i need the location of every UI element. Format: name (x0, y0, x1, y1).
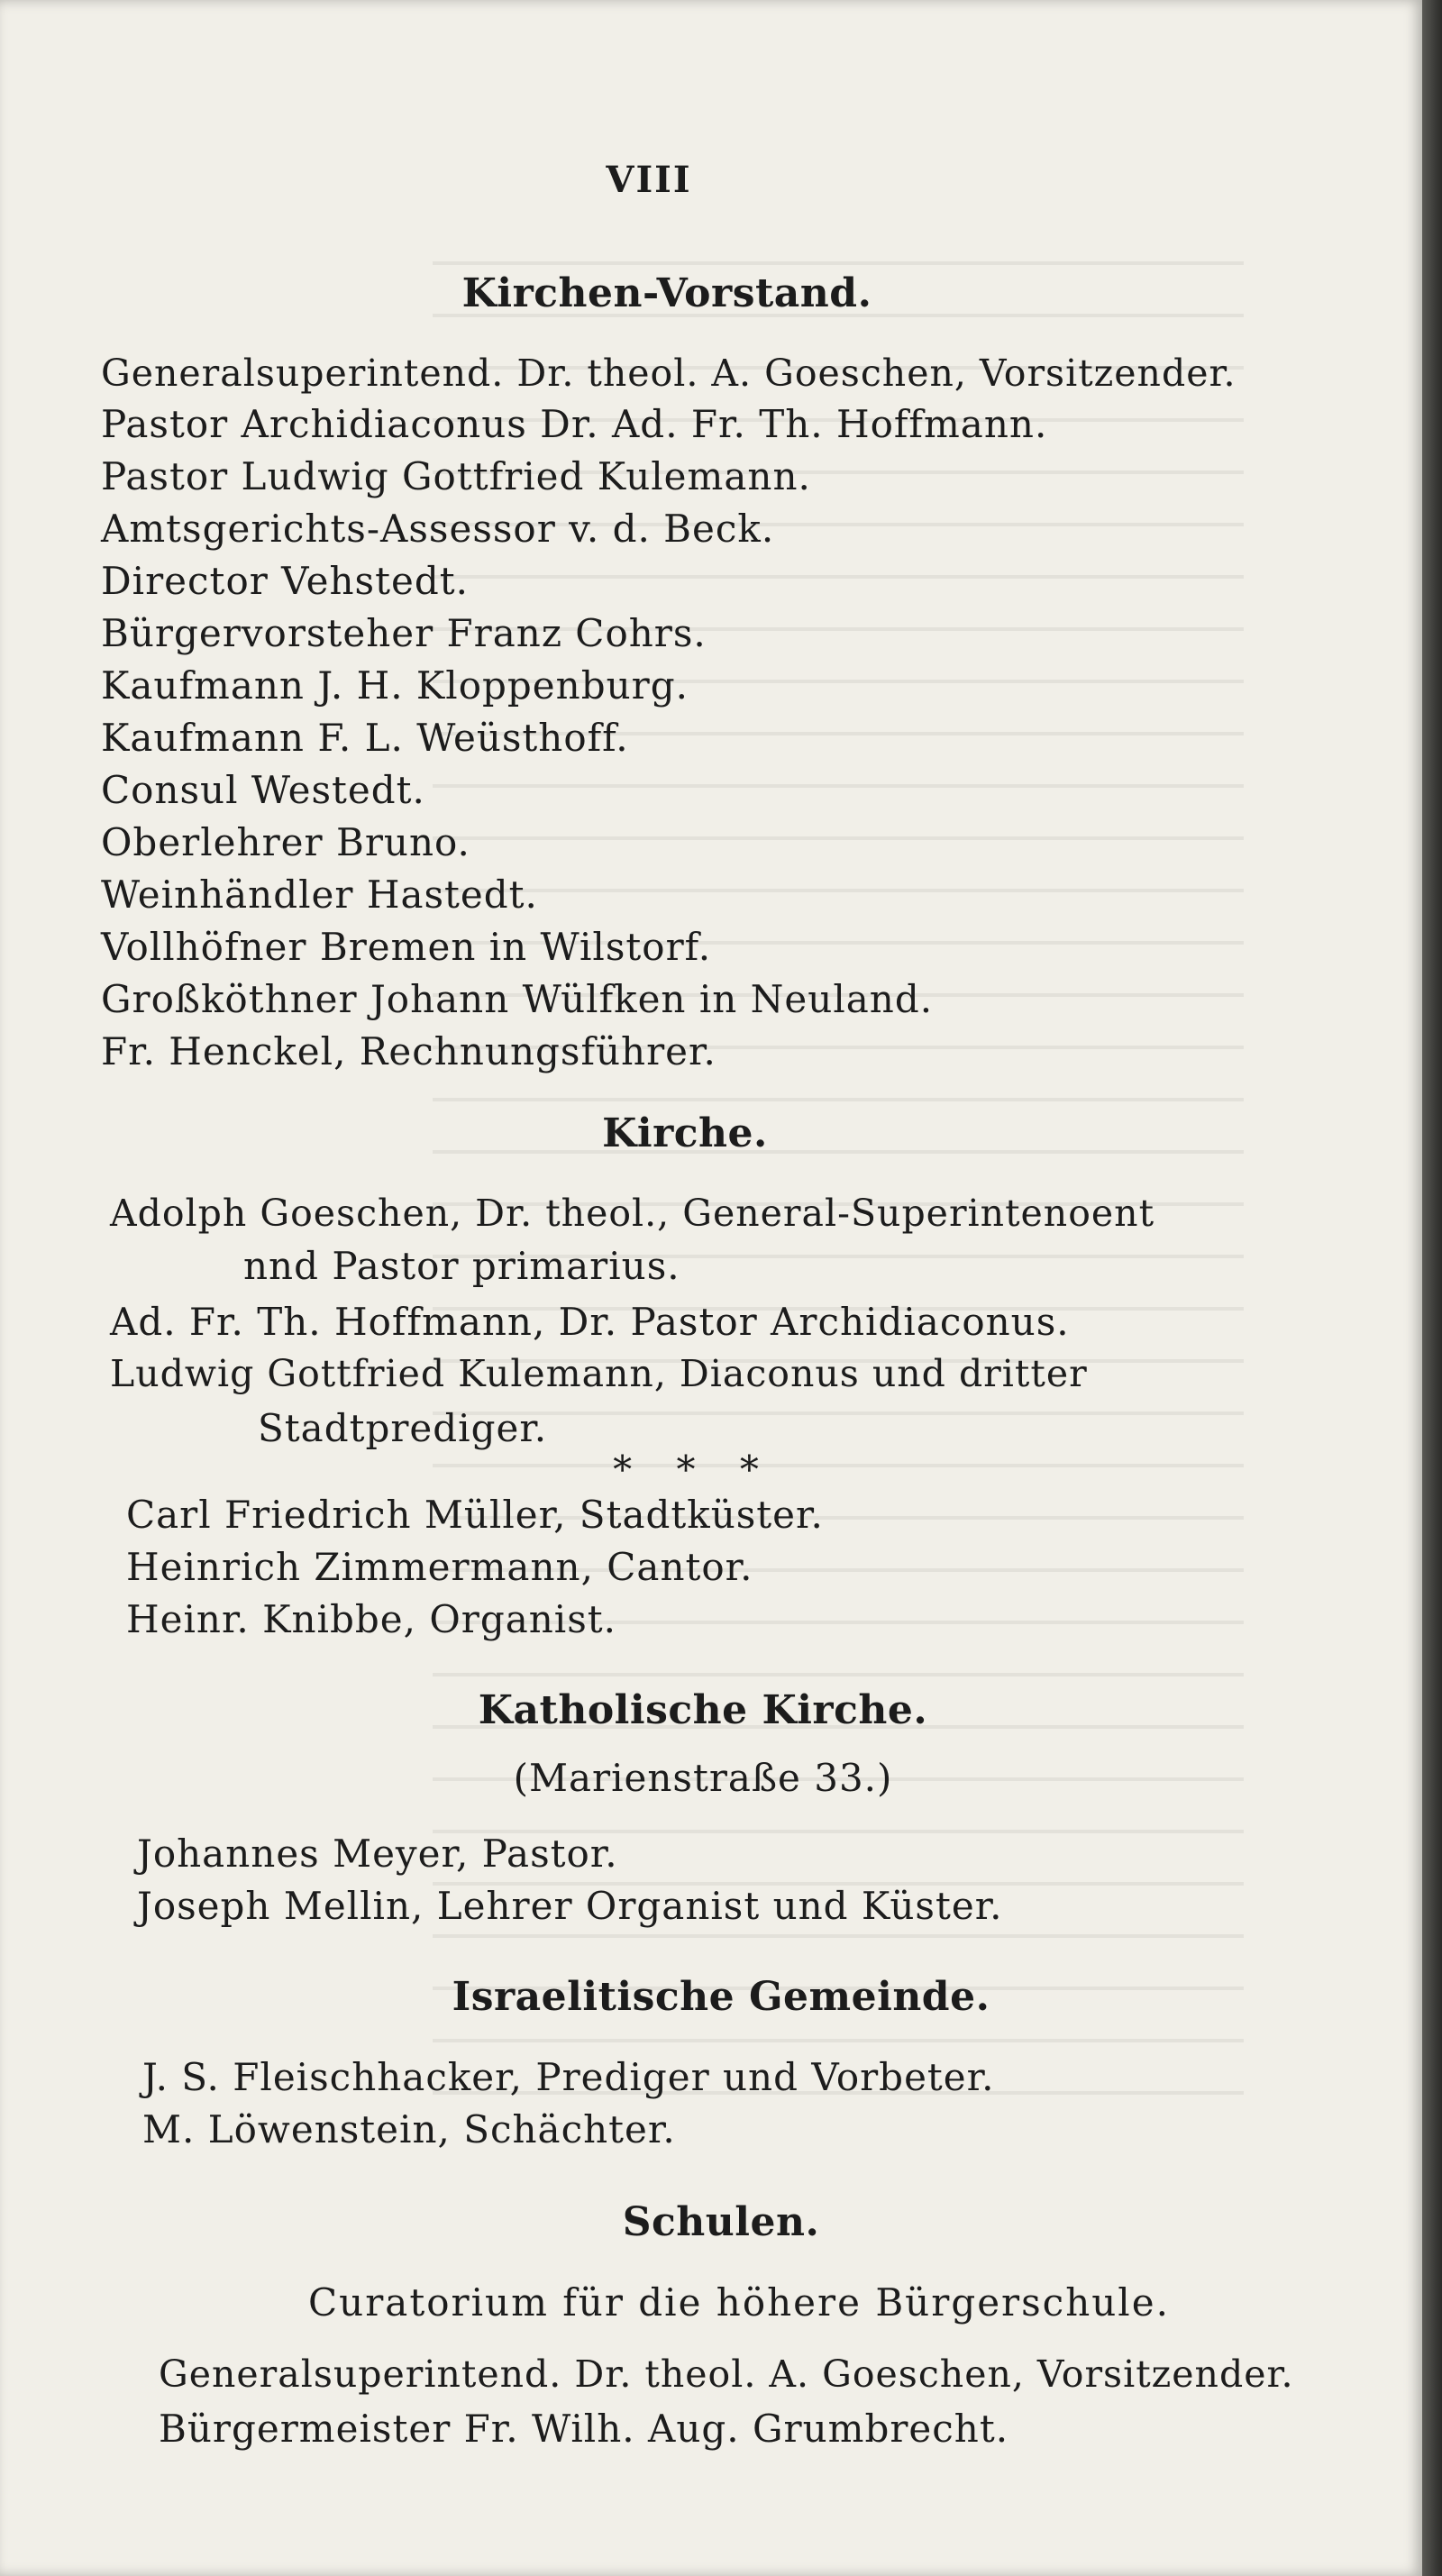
kirche-line: Adolph Goeschen, Dr. theol., General-Superintenoent (110, 1192, 1155, 1235)
katholisch-line: Johannes Meyer, Pastor. (137, 1832, 618, 1876)
gemeinde-line: J. S. Fleischhacker, Prediger und Vorbeter. (142, 2055, 995, 2099)
vorstand-line: Vollhöfner Bremen in Wilstorf. (101, 925, 712, 969)
heading-katholische-kirche: Katholische Kirche. (478, 1687, 928, 1733)
vorstand-line: Director Vehstedt. (101, 559, 469, 603)
address-line: (Marienstraße 33.) (513, 1756, 893, 1800)
vorstand-line: Oberlehrer Bruno. (101, 820, 470, 864)
heading-kirchen-vorstand: Kirchen-Vorstand. (461, 270, 872, 316)
schulen-line: Bürgermeister Fr. Wilh. Aug. Grumbrecht. (159, 2407, 1009, 2451)
vorstand-line: Kaufmann F. L. Weüsthoff. (101, 716, 629, 760)
vorstand-line: Fr. Henckel, Rechnungsführer. (101, 1029, 716, 1073)
heading-schulen: Schulen. (622, 2199, 820, 2245)
vorstand-line: Pastor Ludwig Gottfried Kulemann. (101, 454, 811, 498)
vorstand-line: Consul Westedt. (101, 768, 425, 812)
kirche-line: Heinrich Zimmermann, Cantor. (126, 1545, 753, 1589)
page-edge-shadow (1422, 0, 1442, 2576)
gemeinde-line: M. Löwenstein, Schächter. (142, 2107, 676, 2151)
heading-kirche: Kirche. (602, 1110, 768, 1156)
vorstand-line: Weinhändler Hastedt. (101, 872, 538, 917)
katholisch-line: Joseph Mellin, Lehrer Organist und Küster. (137, 1884, 1003, 1928)
asterism: * * * (613, 1448, 775, 1492)
kirche-line: Heinr. Knibbe, Organist. (126, 1597, 617, 1641)
kirche-line: Ad. Fr. Th. Hoffmann, Dr. Pastor Archidiaconus. (110, 1300, 1070, 1344)
vorstand-line: Großköthner Johann Wülfken in Neuland. (101, 977, 934, 1021)
curatorium-line: Curatorium für die höhere Bürgerschule. (308, 2280, 1170, 2325)
vorstand-line: Bürgervorsteher Franz Cohrs. (101, 611, 707, 655)
page-number: VIII (606, 159, 692, 201)
kirche-line: Stadtprediger. (258, 1406, 548, 1450)
heading-israelitische-gemeinde: Israelitische Gemeinde. (452, 1974, 990, 2020)
kirche-line: Ludwig Gottfried Kulemann, Diaconus und dritter (110, 1352, 1088, 1395)
kirche-line: Carl Friedrich Müller, Stadtküster. (126, 1493, 824, 1537)
vorstand-line: Kaufmann J. H. Kloppenburg. (101, 663, 689, 708)
vorstand-line: Pastor Archidiaconus Dr. Ad. Fr. Th. Hoffmann. (101, 402, 1048, 446)
vorstand-line: Generalsuperintend. Dr. theol. A. Goeschen, Vorsitzender. (101, 352, 1237, 395)
vorstand-line: Amtsgerichts-Assessor v. d. Beck. (101, 507, 775, 551)
kirche-line: nnd Pastor primarius. (243, 1244, 680, 1288)
schulen-line: Generalsuperintend. Dr. theol. A. Goeschen, Vorsitzender. (159, 2352, 1294, 2396)
